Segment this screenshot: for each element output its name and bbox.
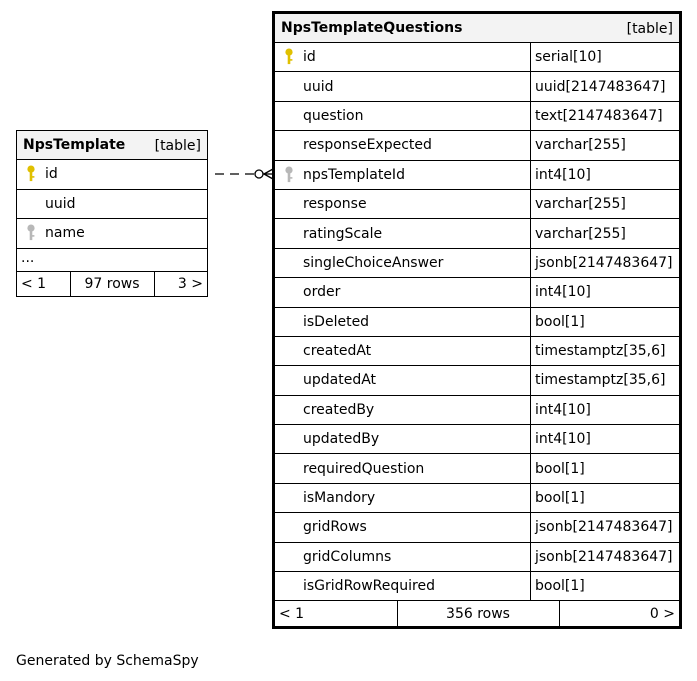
- column-row-gridColumns[interactable]: [275, 543, 679, 572]
- column-row-singleChoiceAnswer[interactable]: [275, 249, 679, 278]
- column-name: response: [303, 196, 367, 213]
- column-row-id[interactable]: [275, 43, 679, 72]
- more-columns-ellipsis: ...: [17, 249, 207, 272]
- table-nps-template-questions[interactable]: [272, 11, 682, 629]
- footer-row-count: 356 rows: [446, 605, 510, 622]
- column-row-updatedAt[interactable]: [275, 366, 679, 395]
- column-row-response[interactable]: [275, 190, 679, 219]
- column-row-uuid[interactable]: [275, 72, 679, 101]
- table-name: NpsTemplate: [23, 137, 126, 153]
- table-header: [17, 131, 207, 160]
- column-type: varchar[255]: [530, 131, 626, 159]
- column-type: bool[1]: [530, 572, 585, 600]
- column-type: bool[1]: [530, 308, 585, 336]
- column-name: uuid: [303, 78, 334, 95]
- column-row-createdAt[interactable]: [275, 337, 679, 366]
- column-type: timestamptz[35,6]: [530, 337, 665, 365]
- footer-prev[interactable]: < 1: [21, 275, 47, 292]
- column-type: text[2147483647]: [530, 102, 663, 130]
- footer-prev[interactable]: < 1: [279, 605, 305, 622]
- column-name: gridColumns: [303, 548, 392, 565]
- column-type: varchar[255]: [530, 190, 626, 218]
- column-row-uuid[interactable]: [17, 190, 207, 220]
- column-type: jsonb[2147483647]: [530, 249, 673, 277]
- column-row-name[interactable]: [17, 219, 207, 249]
- column-type: jsonb[2147483647]: [530, 513, 673, 541]
- optional-marker: [255, 170, 263, 178]
- column-name: order: [303, 284, 341, 301]
- column-name: npsTemplateId: [303, 166, 405, 183]
- column-name: isMandory: [303, 490, 376, 507]
- column-name: id: [45, 166, 58, 183]
- column-type: jsonb[2147483647]: [530, 543, 673, 571]
- column-name: name: [45, 225, 85, 242]
- column-name: updatedBy: [303, 431, 380, 448]
- column-row-id[interactable]: [17, 160, 207, 190]
- column-row-createdBy[interactable]: [275, 396, 679, 425]
- column-type: int4[10]: [530, 278, 591, 306]
- column-row-updatedBy[interactable]: [275, 425, 679, 454]
- column-row-ratingScale[interactable]: [275, 219, 679, 248]
- column-row-isDeleted[interactable]: [275, 308, 679, 337]
- table-kind: [table]: [626, 21, 673, 37]
- column-name: updatedAt: [303, 372, 377, 389]
- column-name: responseExpected: [303, 137, 432, 154]
- column-type: int4[10]: [530, 396, 591, 424]
- column-name: uuid: [45, 195, 76, 212]
- column-row-npsTemplateId[interactable]: [275, 161, 679, 190]
- column-name: isGridRowRequired: [303, 578, 435, 595]
- column-name: ratingScale: [303, 225, 383, 242]
- column-row-isGridRowRequired[interactable]: [275, 572, 679, 601]
- footer-row-count: 97 rows: [84, 275, 140, 292]
- column-name: id: [303, 49, 316, 66]
- footer-next[interactable]: 3 >: [177, 275, 203, 292]
- table-footer: [275, 601, 679, 626]
- column-row-question[interactable]: [275, 102, 679, 131]
- column-row-gridRows[interactable]: [275, 513, 679, 542]
- generator-credit: Generated by SchemaSpy: [16, 653, 199, 669]
- key-icon: [25, 223, 37, 241]
- column-type: serial[10]: [530, 43, 602, 71]
- primary-key-icon: [283, 47, 295, 65]
- column-name: gridRows: [303, 519, 367, 536]
- column-name: isDeleted: [303, 313, 370, 330]
- column-row-order[interactable]: [275, 278, 679, 307]
- footer-next[interactable]: 0 >: [649, 605, 675, 622]
- column-type: uuid[2147483647]: [530, 72, 666, 100]
- column-row-requiredQuestion[interactable]: [275, 454, 679, 483]
- column-row-isMandory[interactable]: [275, 484, 679, 513]
- table-header: [275, 14, 679, 43]
- column-type: bool[1]: [530, 454, 585, 482]
- table-nps-template[interactable]: [16, 130, 208, 297]
- column-type: bool[1]: [530, 484, 585, 512]
- column-type: int4[10]: [530, 161, 591, 189]
- primary-key-icon: [25, 164, 37, 182]
- column-type: timestamptz[35,6]: [530, 366, 665, 394]
- column-name: question: [303, 107, 364, 124]
- table-kind: [table]: [154, 138, 201, 154]
- column-name: createdAt: [303, 343, 372, 360]
- table-footer: [17, 272, 207, 296]
- column-type: varchar[255]: [530, 219, 626, 247]
- column-row-responseExpected[interactable]: [275, 131, 679, 160]
- column-name: singleChoiceAnswer: [303, 254, 444, 271]
- column-type: int4[10]: [530, 425, 591, 453]
- column-name: createdBy: [303, 401, 375, 418]
- table-name: NpsTemplateQuestions: [281, 20, 463, 36]
- key-icon: [283, 165, 295, 183]
- column-name: requiredQuestion: [303, 460, 425, 477]
